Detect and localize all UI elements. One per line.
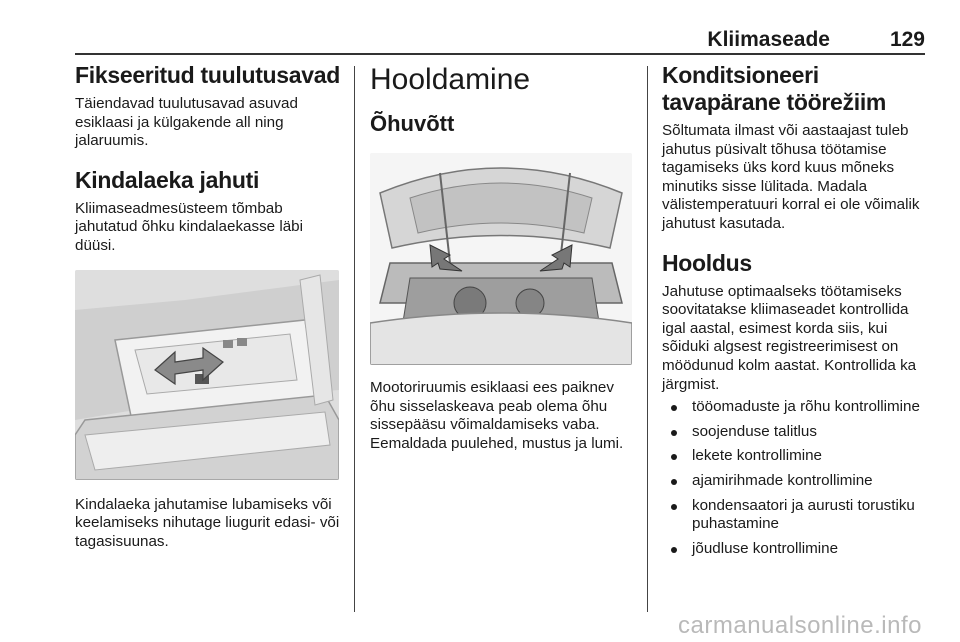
fixed-vents-heading: Fikseeritud tuulutusavad [75, 62, 341, 88]
normal-operation-heading: Konditsioneeri tavapärane töörežiim [662, 62, 887, 115]
bullet-icon [671, 430, 677, 436]
normal-operation-text: Sõltumata ilmast või aastaajast tuleb jahutus püsivalt tõhusa töötamise tagamiseks üks kord kuus mõneks minutiks sisse lülitada. Madala välistemperatuuri korral ei ole võimalik jahutust kasutada. [662, 122, 920, 232]
list-item: soojenduse talitlus [662, 423, 928, 442]
glovebox-cooling-heading: Kindalaeka jahuti [75, 166, 260, 193]
column-2 [370, 62, 632, 453]
header-title: Kliimaseade [707, 28, 830, 51]
bullet-icon [671, 479, 677, 485]
column-1 [75, 62, 343, 551]
engine-bay-illustration [370, 153, 632, 365]
bullet-icon [671, 454, 677, 460]
service-heading: Hooldus [662, 249, 752, 276]
column-divider-1 [354, 66, 355, 612]
page-number: 129 [889, 28, 925, 51]
column-3 [662, 62, 928, 564]
bullet-icon [671, 504, 677, 510]
page-header [75, 26, 925, 50]
bullet-icon [671, 405, 677, 411]
column-divider-2 [647, 66, 648, 612]
list-item: ajamirihmade kontrollimine [662, 472, 928, 491]
list-item: jõudluse kontrollimine [662, 540, 928, 559]
service-checklist [662, 398, 928, 558]
fixed-vents-text: Täiendavad tuulutusavad asuvad esiklaasi ja külgakende all ning jalaruumis. [75, 95, 298, 150]
header-rule [75, 53, 925, 55]
list-item: kondensaatori ja aurusti torustiku puhastamine [662, 497, 928, 534]
watermark: carmanualsonline.info [678, 612, 922, 639]
list-item: tööomaduste ja rõhu kontrollimine [662, 398, 928, 417]
air-intake-caption: Mootoriruumis esiklaasi ees paiknev õhu sisselaskeava peab olema õhu sissepääsu võimaldamiseks vaba. Eemaldada puulehed, mustus ja lumi. [370, 379, 624, 452]
glovebox-caption: Kindalaeka jahutamise lubamiseks või keelamiseks nihutage liugurit edasi- või tagasisuunas. [75, 495, 340, 550]
glovebox-illustration [75, 270, 339, 480]
maintenance-heading: Hooldamine [370, 63, 531, 96]
glovebox-cooling-text: Kliimaseadmesüsteem tõmbab jahutatud õhku kindalaekasse läbi düüsi. [75, 199, 303, 254]
bullet-icon [671, 547, 677, 553]
list-item: lekete kontrollimine [662, 447, 928, 466]
service-text: Jahutuse optimaalseks töötamiseks soovitatakse kliimaseadet kontrollida igal aastal, esimest korda siis, kui sõiduki algsest registreerimisest on möödunud kolm aastat. Kontrollida ka järgmist. [662, 282, 917, 393]
air-intake-heading: Õhuvõtt [370, 111, 455, 136]
